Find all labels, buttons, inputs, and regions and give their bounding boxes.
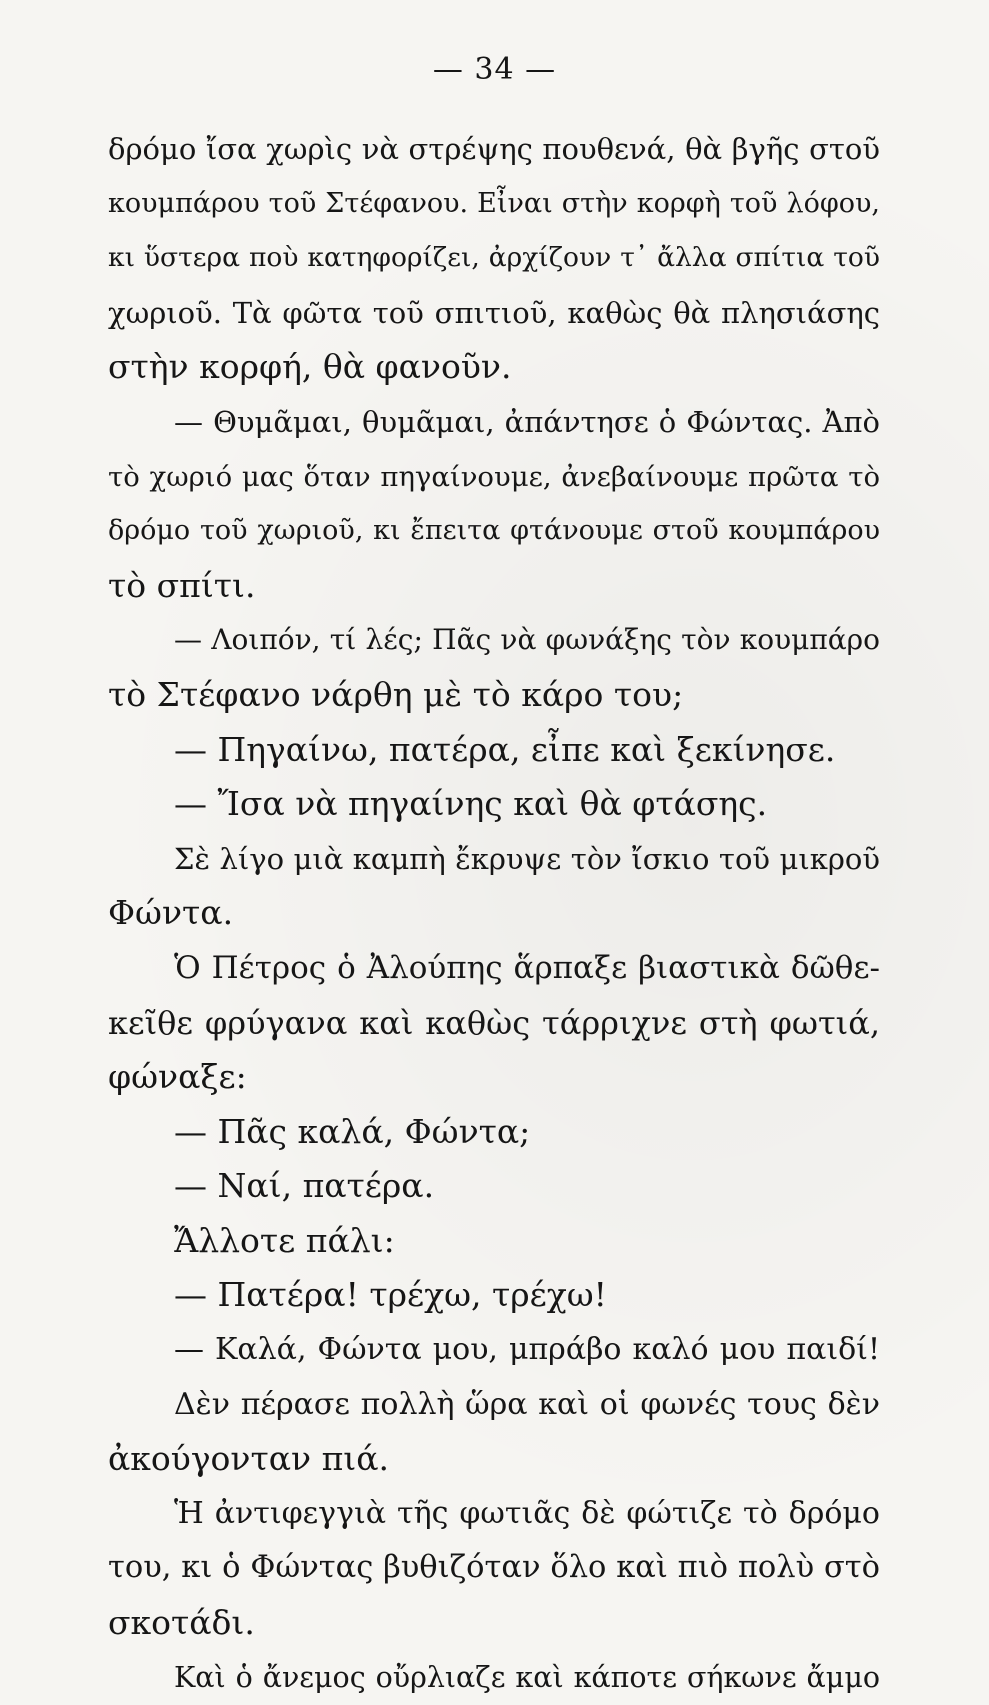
text-line: Ἄλλοτε πάλι:	[174, 1220, 395, 1260]
text-line: δρόμο ἴσα χωρὶς νὰ στρέψης πουθενά, θὰ βγῆς στοῦ	[108, 132, 880, 166]
text-line: — Πᾶς καλά, Φώντα;	[174, 1111, 531, 1151]
text-line: Ὁ Πέτρος ὁ Ἀλούπης ἅρπαξε βιαστικὰ δῶθε-	[174, 949, 880, 986]
text-line: Ἡ ἀντιφεγγιὰ τῆς φωτιᾶς δὲ φώτιζε τὸ δρόμο	[174, 1495, 880, 1531]
text-line: στὴν κορφή, θὰ φανοῦν.	[108, 347, 512, 387]
text-line: Δὲν πέρασε πολλὴ ὥρα καὶ οἱ φωνές τους δὲν	[174, 1386, 880, 1422]
page-number: — 34 —	[432, 52, 557, 87]
text-line: κεῖθε φρύγανα καὶ καθὼς τάρριχνε στὴ φωτιά,	[108, 1003, 880, 1042]
text-line: — Θυμᾶμαι, θυμᾶμαι, ἀπάντησε ὁ Φώντας. Ἀπὸ	[174, 404, 880, 439]
text-line: — Πηγαίνω, πατέρα, εἶπε καὶ ξεκίνησε.	[174, 729, 836, 769]
text-line: τὸ σπίτι.	[108, 565, 256, 605]
text-line: Φώντα.	[108, 893, 234, 933]
body-text	[108, 122, 880, 1705]
text-line: δρόμο τοῦ χωριοῦ, κι ἔπειτα φτάνουμε στοῦ κουμπάρου	[108, 515, 880, 547]
text-line: — Καλά, Φώντα μου, μπράβο καλό μου παιδί!	[174, 1332, 880, 1368]
text-line: Καὶ ὁ ἄνεμος οὔρλιαζε καὶ κάποτε σήκωνε ἄμμο	[174, 1660, 880, 1694]
text-line: Σὲ λίγο μιὰ καμπὴ ἔκρυψε τὸν ἴσκιο τοῦ μικροῦ	[174, 841, 880, 876]
text-line: κι ὕστερα ποὺ κατηφορίζει, ἀρχίζουν τ᾽ ἄλλα σπίτια τοῦ	[108, 242, 880, 274]
text-line: — Ἴσα νὰ πηγαίνης καὶ θὰ φτάσης.	[174, 784, 768, 824]
text-line: — Λοιπόν, τί λές; Πᾶς νὰ φωνάξης τὸν κουμπάρο	[174, 623, 880, 657]
text-line: σκοτάδι.	[108, 1603, 255, 1643]
text-line: — Πατέρα! τρέχω, τρέχω!	[174, 1275, 607, 1315]
text-line: τὸ χωριό μας ὅταν πηγαίνουμε, ἀνεβαίνουμε πρῶτα τὸ	[108, 460, 880, 493]
text-line: χωριοῦ. Τὰ φῶτα τοῦ σπιτιοῦ, καθὼς θὰ πλησιάσης	[108, 295, 880, 330]
text-line: τὸ Στέφανο νάρθη μὲ τὸ κάρο του;	[108, 674, 684, 714]
text-line: του, κι ὁ Φώντας βυθιζόταν ὅλο καὶ πιὸ πολὺ στὸ	[108, 1550, 880, 1586]
text-line: φώναξε:	[108, 1057, 247, 1097]
text-line: — Ναί, πατέρα.	[174, 1166, 435, 1206]
text-line: ἀκούγονταν πιά.	[108, 1439, 389, 1479]
text-line: κουμπάρου τοῦ Στέφανου. Εἶναι στὴν κορφὴ τοῦ λόφου,	[108, 187, 880, 219]
